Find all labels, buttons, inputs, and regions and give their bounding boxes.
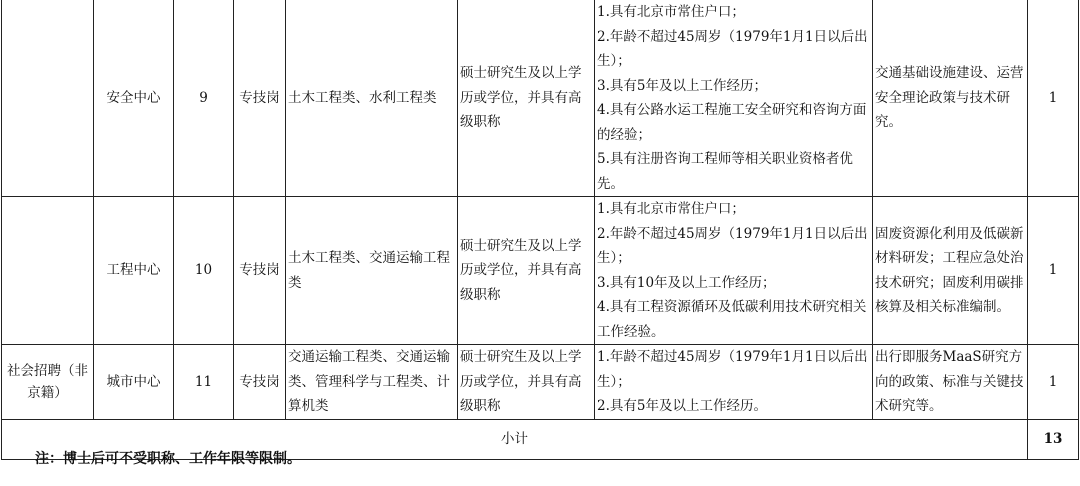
table-row [2, 345, 1079, 420]
requirements-cell [595, 197, 873, 345]
major-cell: 土木工程类、水利工程类 [286, 0, 458, 197]
major-cell: 土木工程类、交通运输工程类 [286, 197, 458, 345]
dept-cell: 安全中心 [94, 0, 174, 197]
requirement-item: 2.年龄不超过45周岁（1979年1月1日以后出生）； [597, 225, 868, 266]
table-row [2, 197, 1079, 345]
requirement-item: 2.年龄不超过45周岁（1979年1月1日以后出生）； [597, 28, 868, 69]
footnote: 注：博士后可不受职称、工作年限等限制。 [35, 451, 301, 467]
post-type-cell: 专技岗 [234, 197, 286, 345]
number-cell: 11 [174, 345, 234, 420]
post-type-cell: 专技岗 [234, 345, 286, 420]
requirement-item: 5.具有注册咨询工程师等相关职业资格者优先。 [597, 151, 853, 192]
headcount-cell: 1 [1028, 0, 1079, 197]
category-cell [2, 197, 94, 345]
requirement-item: 2.具有5年及以上工作经历。 [597, 398, 767, 414]
recruitment-table [1, 0, 1079, 460]
subtotal-label: 小计 [2, 419, 1028, 459]
requirement-item: 1.年龄不超过45周岁（1979年1月1日以后出生）； [597, 349, 868, 390]
requirement-item: 4.具有公路水运工程施工安全研究和咨询方面的经验； [597, 102, 867, 143]
duties-cell: 固废资源化利用及低碳新材料研发；工程应急处治技术研究；固废利用碳排核算及相关标准编制。 [873, 197, 1028, 345]
dept-cell: 工程中心 [94, 197, 174, 345]
duties-cell: 交通基础设施建设、运营安全理论政策与技术研究。 [873, 0, 1028, 197]
requirement-item: 3.具有5年及以上工作经历； [597, 77, 767, 94]
requirements-cell [595, 345, 873, 420]
number-cell: 9 [174, 0, 234, 197]
number-cell: 10 [174, 197, 234, 345]
education-cell: 硕士研究生及以上学历或学位，并具有高级职称 [458, 345, 595, 420]
requirement-item: 3.具有10年及以上工作经历； [597, 274, 776, 291]
education-cell: 硕士研究生及以上学历或学位，并具有高级职称 [458, 0, 595, 197]
requirement-item: 1.具有北京市常住户口； [597, 201, 745, 217]
category-cell [2, 0, 94, 197]
post-type-cell: 专技岗 [234, 0, 286, 197]
category-cell: 社会招聘（非京籍） [2, 345, 94, 420]
requirement-item: 1.具有北京市常住户口； [597, 4, 745, 20]
requirements-cell [595, 0, 873, 197]
requirement-item: 4.具有工程资源循环及低碳利用技术研究相关工作经验。 [597, 299, 867, 340]
education-cell: 硕士研究生及以上学历或学位，并具有高级职称 [458, 197, 595, 345]
dept-cell: 城市中心 [94, 345, 174, 420]
headcount-cell: 1 [1028, 345, 1079, 420]
headcount-cell: 1 [1028, 197, 1079, 345]
major-cell: 交通运输工程类、交通运输类、管理科学与工程类、计算机类 [286, 345, 458, 420]
table-row [2, 0, 1079, 197]
duties-cell: 出行即服务MaaS研究方向的政策、标准与关键技术研究等。 [873, 345, 1028, 420]
subtotal-value: 13 [1028, 419, 1079, 459]
